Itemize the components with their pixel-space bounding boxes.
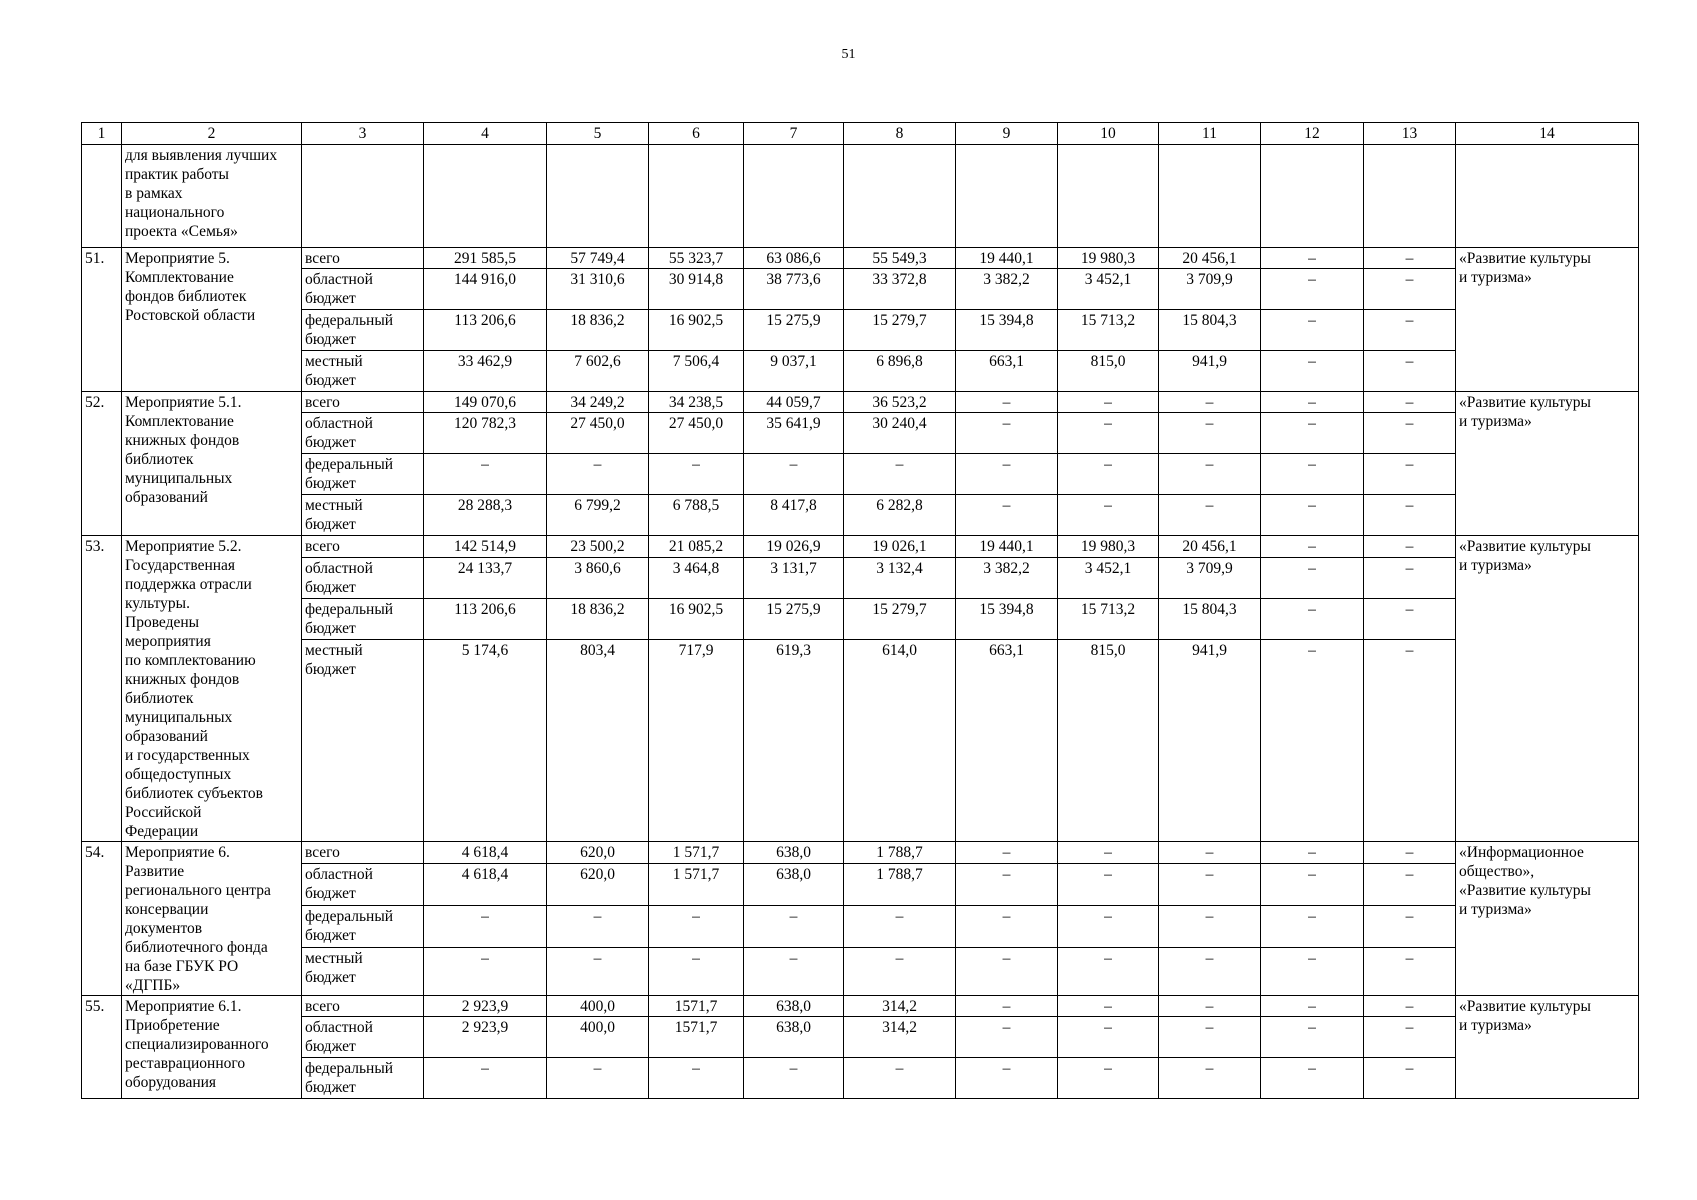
value-cell: – [1364,269,1456,310]
value-cell: 15 804,3 [1159,598,1261,639]
item-number-cell: 54. [82,842,122,996]
value-cell: – [424,905,547,947]
value-cell: – [1364,310,1456,351]
value-cell: – [1159,905,1261,947]
value-cell: 400,0 [547,996,649,1017]
value-cell: – [1261,248,1364,269]
value-cell: 63 086,6 [744,248,844,269]
value-cell: – [1364,351,1456,392]
table-row [82,310,1639,351]
value-cell: – [1159,392,1261,413]
value-cell: – [649,905,744,947]
item-number-cell: 53. [82,536,122,842]
value-cell: 15 275,9 [744,598,844,639]
value-cell: 27 450,0 [649,413,744,454]
item-name-cell: Мероприятие 6. Развитие регионального центра консервации документов библиотечного фонда на базе ГБУК РО «ДГПБ» [122,842,302,996]
value-cell: 19 440,1 [956,248,1058,269]
value-cell: 314,2 [844,996,956,1017]
header-cell: 14 [1456,123,1639,145]
program-cell: «Развитие культуры и туризма» [1456,248,1639,392]
value-cell: 31 310,6 [547,269,649,310]
table-row [82,863,1639,905]
value-cell: – [1261,351,1364,392]
value-cell: – [1364,598,1456,639]
value-cell: – [547,947,649,995]
value-cell: – [649,454,744,495]
value-cell: – [1058,905,1159,947]
item-name-cell: Мероприятие 6.1. Приобретение специализированного реставрационного оборудования [122,996,302,1099]
item-number-cell [82,145,122,248]
value-cell: – [1364,1058,1456,1099]
value-cell: – [956,392,1058,413]
value-cell: 291 585,5 [424,248,547,269]
table-row [82,1058,1639,1099]
source-cell: всего [302,996,424,1017]
value-cell [956,145,1058,248]
item-name-cell: Мероприятие 5.2. Государственная поддержка отрасли культуры. Проведены мероприятия по комплектованию книжных фондов библиотек муниципальных образований и государственных общедоступных библиотек субъектов Российской Федерации [122,536,302,842]
value-cell: 620,0 [547,863,649,905]
value-cell: 18 836,2 [547,310,649,351]
value-cell: 19 026,9 [744,536,844,558]
header-cell: 13 [1364,123,1456,145]
value-cell: 36 523,2 [844,392,956,413]
value-cell: – [1058,392,1159,413]
table-row [82,947,1639,995]
value-cell: 638,0 [744,842,844,864]
value-cell: 33 372,8 [844,269,956,310]
value-cell: 6 799,2 [547,495,649,536]
value-cell: 638,0 [744,996,844,1017]
value-cell: – [1159,1017,1261,1058]
value-cell: – [744,947,844,995]
value-cell: – [1364,536,1456,558]
value-cell: – [844,454,956,495]
value-cell: 19 440,1 [956,536,1058,558]
header-cell: 2 [122,123,302,145]
value-cell: – [956,1017,1058,1058]
value-cell: – [1058,495,1159,536]
value-cell [744,145,844,248]
value-cell: 144 916,0 [424,269,547,310]
source-cell: федеральный бюджет [302,905,424,947]
value-cell: 6 896,8 [844,351,956,392]
program-cell: «Развитие культуры и туризма» [1456,536,1639,842]
value-cell: 638,0 [744,1017,844,1058]
value-cell: 815,0 [1058,351,1159,392]
funding-table [81,122,1639,1099]
value-cell: 3 382,2 [956,557,1058,598]
source-cell [302,145,424,248]
value-cell: 6 282,8 [844,495,956,536]
source-cell: областной бюджет [302,1017,424,1058]
source-cell: местный бюджет [302,495,424,536]
value-cell: 3 464,8 [649,557,744,598]
source-cell: областной бюджет [302,413,424,454]
value-cell: – [1261,1058,1364,1099]
item-number-cell: 52. [82,392,122,536]
value-cell: 35 641,9 [744,413,844,454]
value-cell: – [1364,413,1456,454]
value-cell: 15 279,7 [844,310,956,351]
value-cell: 663,1 [956,351,1058,392]
value-cell: 16 902,5 [649,598,744,639]
value-cell: 314,2 [844,1017,956,1058]
value-cell: – [1159,454,1261,495]
table-row [82,454,1639,495]
value-cell: 16 902,5 [649,310,744,351]
value-cell: – [1364,1017,1456,1058]
value-cell: 27 450,0 [547,413,649,454]
value-cell: – [1364,495,1456,536]
item-number-cell: 55. [82,996,122,1099]
value-cell: 18 836,2 [547,598,649,639]
value-cell: 1 788,7 [844,842,956,864]
value-cell: 34 249,2 [547,392,649,413]
value-cell: – [1261,905,1364,947]
source-cell: областной бюджет [302,557,424,598]
value-cell: – [1058,863,1159,905]
source-cell: местный бюджет [302,351,424,392]
table-row [82,598,1639,639]
value-cell: 7 602,6 [547,351,649,392]
value-cell: – [1159,996,1261,1017]
value-cell: – [1261,413,1364,454]
value-cell: – [547,454,649,495]
value-cell: – [1261,392,1364,413]
table-row [82,905,1639,947]
value-cell: – [1261,536,1364,558]
value-cell: – [1159,1058,1261,1099]
value-cell: – [1058,842,1159,864]
value-cell: 6 788,5 [649,495,744,536]
program-cell: «Развитие культуры и туризма» [1456,392,1639,536]
value-cell: 815,0 [1058,640,1159,842]
value-cell: – [1364,557,1456,598]
value-cell: – [649,1058,744,1099]
table-row [82,996,1639,1017]
value-cell: – [1261,454,1364,495]
table-row [82,640,1639,842]
value-cell: – [1159,842,1261,864]
table-row [82,495,1639,536]
value-cell: 9 037,1 [744,351,844,392]
value-cell: – [1364,248,1456,269]
item-name-cell: Мероприятие 5. Комплектование фондов библиотек Ростовской области [122,248,302,392]
value-cell: 7 506,4 [649,351,744,392]
value-cell: 34 238,5 [649,392,744,413]
table-row [82,351,1639,392]
value-cell: 33 462,9 [424,351,547,392]
value-cell: – [1058,454,1159,495]
value-cell: – [424,454,547,495]
value-cell: – [1159,863,1261,905]
value-cell: 3 452,1 [1058,269,1159,310]
value-cell: 113 206,6 [424,310,547,351]
value-cell [649,145,744,248]
value-cell: 142 514,9 [424,536,547,558]
item-number-cell: 51. [82,248,122,392]
value-cell: – [956,454,1058,495]
value-cell: 55 323,7 [649,248,744,269]
item-name-cell: Мероприятие 5.1. Комплектование книжных фондов библиотек муниципальных образований [122,392,302,536]
table-row [82,269,1639,310]
source-cell: всего [302,536,424,558]
value-cell: 15 394,8 [956,598,1058,639]
item-name-cell: для выявления лучших практик работы в рамках национального проекта «Семья» [122,145,302,248]
value-cell: 620,0 [547,842,649,864]
value-cell: 1 788,7 [844,863,956,905]
value-cell: – [1058,1017,1159,1058]
source-cell: федеральный бюджет [302,310,424,351]
value-cell: 19 026,1 [844,536,956,558]
value-cell: – [1261,947,1364,995]
value-cell: 638,0 [744,863,844,905]
value-cell: – [956,413,1058,454]
source-cell: областной бюджет [302,863,424,905]
value-cell: – [547,1058,649,1099]
value-cell: – [956,947,1058,995]
value-cell: – [1364,863,1456,905]
source-cell: федеральный бюджет [302,454,424,495]
value-cell: 19 980,3 [1058,536,1159,558]
value-cell: – [956,996,1058,1017]
value-cell: 3 709,9 [1159,557,1261,598]
header-cell: 4 [424,123,547,145]
table-row [82,248,1639,269]
value-cell: – [956,863,1058,905]
value-cell: 15 713,2 [1058,598,1159,639]
value-cell: 3 860,6 [547,557,649,598]
value-cell: 149 070,6 [424,392,547,413]
value-cell: – [649,947,744,995]
value-cell [547,145,649,248]
source-cell: местный бюджет [302,947,424,995]
header-cell: 1 [82,123,122,145]
value-cell: – [1261,598,1364,639]
value-cell: 619,3 [744,640,844,842]
value-cell: 2 923,9 [424,996,547,1017]
table-row [82,557,1639,598]
value-cell: 3 132,4 [844,557,956,598]
value-cell: – [844,1058,956,1099]
value-cell: 38 773,6 [744,269,844,310]
value-cell: – [956,905,1058,947]
value-cell: 30 914,8 [649,269,744,310]
value-cell: – [1364,947,1456,995]
source-cell: всего [302,392,424,413]
value-cell: 28 288,3 [424,495,547,536]
value-cell: – [1058,413,1159,454]
program-cell: «Развитие культуры и туризма» [1456,996,1639,1099]
value-cell: 24 133,7 [424,557,547,598]
value-cell: – [1058,996,1159,1017]
value-cell: – [1261,863,1364,905]
value-cell: 941,9 [1159,640,1261,842]
value-cell: – [1261,495,1364,536]
table-row [82,413,1639,454]
value-cell: – [956,495,1058,536]
header-cell: 5 [547,123,649,145]
value-cell: 2 923,9 [424,1017,547,1058]
value-cell [1364,145,1456,248]
value-cell [424,145,547,248]
continuation-row [82,145,1639,248]
value-cell: 19 980,3 [1058,248,1159,269]
table-row [82,1017,1639,1058]
value-cell: 1571,7 [649,1017,744,1058]
value-cell: 1571,7 [649,996,744,1017]
value-cell: – [1261,640,1364,842]
source-cell: областной бюджет [302,269,424,310]
value-cell: – [1364,996,1456,1017]
value-cell: 55 549,3 [844,248,956,269]
header-cell: 11 [1159,123,1261,145]
value-cell: 20 456,1 [1159,248,1261,269]
table-row [82,536,1639,558]
value-cell [1058,145,1159,248]
value-cell: 614,0 [844,640,956,842]
value-cell: 3 452,1 [1058,557,1159,598]
value-cell: – [547,905,649,947]
header-row [82,123,1639,145]
value-cell: 717,9 [649,640,744,842]
value-cell: – [844,947,956,995]
value-cell: 15 279,7 [844,598,956,639]
value-cell: – [956,842,1058,864]
value-cell: – [1364,454,1456,495]
value-cell: 3 709,9 [1159,269,1261,310]
value-cell: – [1261,1017,1364,1058]
header-cell: 8 [844,123,956,145]
value-cell: 15 275,9 [744,310,844,351]
value-cell: – [1159,495,1261,536]
source-cell: всего [302,842,424,864]
value-cell: 120 782,3 [424,413,547,454]
value-cell: 1 571,7 [649,863,744,905]
value-cell: – [844,905,956,947]
header-cell: 12 [1261,123,1364,145]
page-number: 51 [841,47,856,62]
header-cell: 10 [1058,123,1159,145]
value-cell [1261,145,1364,248]
value-cell: – [1261,557,1364,598]
value-cell: – [1058,1058,1159,1099]
value-cell: – [1261,310,1364,351]
value-cell: – [1058,947,1159,995]
value-cell: – [1159,947,1261,995]
value-cell: 663,1 [956,640,1058,842]
value-cell: 941,9 [1159,351,1261,392]
value-cell [844,145,956,248]
value-cell: 113 206,6 [424,598,547,639]
value-cell: 3 382,2 [956,269,1058,310]
table-row [82,842,1639,864]
value-cell: – [1261,996,1364,1017]
source-cell: федеральный бюджет [302,1058,424,1099]
header-cell: 9 [956,123,1058,145]
value-cell: 57 749,4 [547,248,649,269]
value-cell: 1 571,7 [649,842,744,864]
value-cell: 21 085,2 [649,536,744,558]
value-cell: – [1159,413,1261,454]
value-cell: 15 713,2 [1058,310,1159,351]
value-cell: 15 804,3 [1159,310,1261,351]
source-cell: федеральный бюджет [302,598,424,639]
table-row [82,392,1639,413]
value-cell: – [424,947,547,995]
header-cell: 3 [302,123,424,145]
value-cell: 400,0 [547,1017,649,1058]
value-cell: 8 417,8 [744,495,844,536]
value-cell: – [1364,392,1456,413]
value-cell: 23 500,2 [547,536,649,558]
value-cell: – [424,1058,547,1099]
value-cell: 30 240,4 [844,413,956,454]
value-cell [1159,145,1261,248]
value-cell: – [744,454,844,495]
value-cell: 44 059,7 [744,392,844,413]
value-cell: – [1261,842,1364,864]
source-cell: всего [302,248,424,269]
value-cell: 4 618,4 [424,863,547,905]
value-cell: 20 456,1 [1159,536,1261,558]
value-cell: – [744,1058,844,1099]
header-cell: 7 [744,123,844,145]
value-cell: – [744,905,844,947]
value-cell: 4 618,4 [424,842,547,864]
value-cell: – [1364,905,1456,947]
value-cell: 5 174,6 [424,640,547,842]
value-cell: – [1364,842,1456,864]
value-cell: – [1364,640,1456,842]
program-cell [1456,145,1639,248]
source-cell: местный бюджет [302,640,424,842]
value-cell: – [1261,269,1364,310]
value-cell: 3 131,7 [744,557,844,598]
value-cell: – [956,1058,1058,1099]
value-cell: 803,4 [547,640,649,842]
header-cell: 6 [649,123,744,145]
value-cell: 15 394,8 [956,310,1058,351]
program-cell: «Информационное общество», «Развитие культуры и туризма» [1456,842,1639,996]
